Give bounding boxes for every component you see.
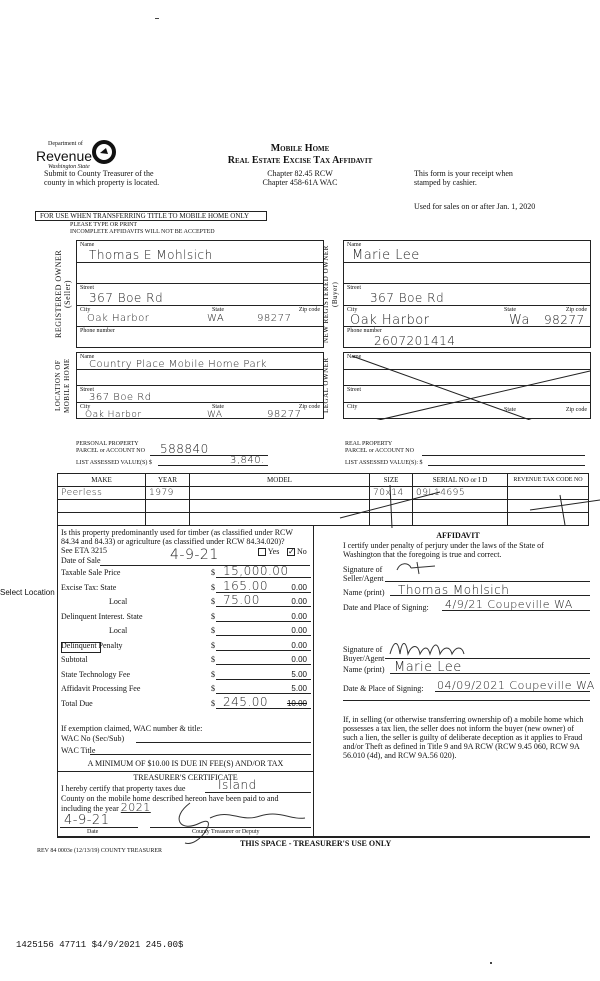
treasurer-line1: I hereby certify that property taxes due (61, 784, 186, 793)
rp-label-1: REAL PROPERTY (345, 441, 393, 447)
seller-street[interactable]: 367 Boe Rd (89, 291, 164, 305)
zip-label: Zip code (565, 407, 587, 413)
tax-line-printed: 0.00 (291, 626, 307, 635)
affidavit-certify: I certify under penalty of perjury under the laws of the State of Washington that the foregoing is true and correct. (343, 541, 544, 559)
tax-line (61, 694, 311, 712)
tax-line-label: Total Due (61, 698, 93, 708)
pp-account-no[interactable]: 588840 (160, 442, 209, 456)
tax-line-printed: 0.00 (291, 640, 307, 650)
legal-owner-box (343, 352, 591, 419)
col-make: MAKE (58, 474, 146, 487)
city-label: City (347, 307, 358, 313)
zip-label: Zip code (298, 307, 320, 313)
city-label: City (80, 404, 91, 410)
chapter-wac: Chapter 458-61A WAC (262, 178, 338, 187)
chapter-rcw: Chapter 82.45 RCW (267, 169, 333, 178)
location-zip[interactable]: 98277 (267, 409, 302, 420)
tax-line-label: Delinquent Penalty (61, 640, 123, 650)
tax-line (61, 670, 311, 683)
tax-line-label: State Technology Fee (61, 669, 131, 679)
rp-label-2: PARCEL or ACCOUNT NO (345, 448, 414, 454)
tax-line (61, 593, 311, 610)
zip-label: Zip code (298, 404, 320, 410)
buyer-section-label: NEW REGISTERED OWNER (Buyer) (322, 245, 339, 343)
crossed-out-mark (344, 353, 592, 420)
tax-line-printed: 10.00 (286, 698, 307, 708)
buyer-signature (388, 638, 478, 658)
seller-name-label: Name (print) (343, 588, 385, 597)
treasurer-date: 4-9-21 (64, 813, 110, 828)
exemption-label: If exemption claimed, WAC number & title: (61, 724, 203, 733)
buyer-city[interactable]: Oak Harbor (350, 313, 430, 328)
location-state[interactable]: WA (207, 410, 223, 420)
seller-zip[interactable]: 98277 (257, 313, 292, 324)
dollar-sign: $ (211, 669, 215, 679)
city-label: City (347, 404, 358, 410)
location-section-label: LOCATION OF MOBILE HOME (54, 358, 71, 413)
logo-state: Washington State (48, 164, 90, 170)
seller-date-label: Date and Place of Signing: (343, 603, 429, 612)
seller-section-label: REGISTERED OWNER (Seller) (54, 249, 72, 339)
seller-state[interactable]: WA (207, 313, 225, 324)
pp-assessed-label: LIST ASSESSED VALUE(S) $ (76, 460, 152, 466)
rp-assessed-label: LIST ASSESSED VALUE(S): $ (345, 460, 423, 466)
treasurer-year: 2021 (120, 801, 151, 814)
tax-line (61, 626, 311, 639)
deputy-label: County Treasurer or Deputy (192, 829, 260, 835)
name-label: Name (80, 354, 95, 360)
dollar-sign: $ (211, 640, 215, 650)
tax-line-printed: 0.00 (291, 597, 307, 606)
scan-mark (490, 962, 492, 964)
street-label: Street (347, 285, 361, 291)
tax-line-label: Local (109, 597, 128, 606)
rp-assessed-field[interactable] (428, 458, 585, 466)
seller-box (76, 240, 324, 348)
legal-owner-section-label: LEGAL OWNER (322, 357, 330, 414)
tax-line-handwritten: 75.00 (223, 593, 260, 607)
dollar-sign: $ (211, 611, 215, 621)
rp-label (345, 441, 414, 455)
strike-marks (330, 480, 600, 530)
tax-line-printed: 0.00 (291, 611, 307, 621)
form-subtitle: Real Estate Excise Tax Affidavit (227, 155, 373, 166)
location-name[interactable]: Country Place Mobile Home Park (89, 359, 267, 370)
seller-sig-label: Signature of Seller/Agent (343, 565, 384, 583)
buyer-date-label: Date & Place of Signing: (343, 684, 424, 693)
tax-line-label: Affidavit Processing Fee (61, 684, 141, 693)
tax-line (61, 578, 311, 596)
buyer-street[interactable]: 367 Boe Rd (370, 291, 445, 305)
checkmark-icon: ✓ (288, 547, 295, 557)
col-serial: SERIAL NO or I D (413, 474, 508, 487)
dollar-sign: $ (211, 568, 215, 577)
dollar-sign: $ (211, 655, 215, 664)
buyer-name-label: Name (print) (343, 665, 385, 674)
see-eta: See ETA 3215 (61, 546, 108, 555)
tax-line-label: Excise Tax: State (61, 582, 117, 592)
location-street[interactable]: 367 Boe Rd (89, 392, 152, 403)
no-checkbox[interactable] (287, 547, 307, 556)
street-label: Street (80, 387, 94, 393)
buyer-sig-label: Signature of Buyer/Agent (343, 645, 385, 663)
wac-title-field[interactable] (90, 746, 311, 755)
pp-assessed-value[interactable]: 3,840. (230, 455, 265, 466)
cell-year[interactable]: 1979 (146, 487, 190, 500)
cashier-stamp: 1425156 47711 $4/9/2021 245.00$ (16, 940, 184, 950)
scan-mark (155, 18, 159, 19)
used-for-note: Used for sales on or after Jan. 1, 2020 (414, 202, 536, 211)
col-size: SIZE (370, 474, 413, 487)
state-label: State (212, 404, 224, 410)
use-box: FOR USE WHEN TRANSFERRING TITLE TO MOBILE HOME ONLY (35, 211, 267, 221)
form-title: Mobile Home (270, 143, 330, 154)
seller-date-place[interactable]: 4/9/21 Coupeville WA (445, 598, 573, 611)
submit-note: Submit to County Treasurer of the county in which property is located. (44, 169, 160, 187)
form-revision: REV 84 0003e (12/13/19) COUNTY TREASURER (37, 848, 163, 854)
state-label: State (504, 407, 516, 413)
phone-label: Phone number (347, 328, 382, 334)
buyer-date-place[interactable]: 04/09/2021 Coupeville WA (437, 679, 595, 692)
buyer-name[interactable]: Marie Lee (352, 248, 420, 263)
tax-line-printed: 5.00 (291, 669, 307, 679)
cell-serial[interactable]: 09L14695 (413, 487, 508, 500)
state-label: State (212, 307, 224, 313)
no-label: No (297, 547, 307, 556)
receipt-note: This form is your receipt when stamped by cashier. (414, 169, 513, 187)
tax-line-printed: 0.00 (291, 655, 307, 664)
yes-checkbox[interactable] (258, 547, 279, 556)
revenue-logo-icon (92, 140, 116, 164)
date-label: Date (87, 829, 99, 835)
date-of-sale-label: Date of Sale (61, 556, 101, 565)
timber-question: Is this property predominantly used for timber (as classified under RCW 84.34 and 84.33) or agriculture (as classified under RCW 84.34.020)? (61, 528, 293, 546)
tax-line-label: Local (109, 626, 128, 635)
type-print-note: PLEASE TYPE OR PRINT (70, 222, 138, 228)
cell-make[interactable]: Peerless (58, 487, 146, 500)
treasurer-county: Island (218, 778, 257, 792)
tax-lien-warning: If, in selling (or otherwise transferring ownership of) a mobile home which possesses a tax lien, the seller does not inform the buyer (new owner) of such a lien, the seller is guilty of deliberate deception as it applies to Fraud and/or Theft as defined in Title 9 and 9A RCW (RCW 9.45 060, RCW 9A 56.010 (4d), and RCW 9A.56 020). (343, 715, 584, 760)
street-label: Street (347, 387, 361, 393)
seller-print-name[interactable]: Thomas Mohlsich (398, 583, 510, 597)
tax-line (61, 612, 311, 625)
name-label: Name (347, 354, 362, 360)
state-label: State (504, 307, 516, 313)
zip-label: Zip code (565, 307, 587, 313)
tax-line-label: Subtotal (61, 655, 88, 664)
location-box (76, 352, 324, 419)
dollar-sign: $ (211, 582, 215, 592)
city-label: City (80, 307, 91, 313)
col-year: YEAR (146, 474, 190, 487)
name-label: Name (347, 242, 362, 248)
affidavit-title: AFFIDAVIT (436, 531, 480, 540)
buyer-print-name[interactable]: Marie Lee (394, 660, 462, 675)
buyer-zip[interactable]: 98277 (544, 313, 585, 327)
tax-line (61, 655, 311, 668)
name-label: Name (80, 242, 95, 248)
incomplete-note: INCOMPLETE AFFIDAVITS WILL NOT BE ACCEPTED (70, 229, 215, 235)
minimum-note: A MINIMUM OF $10.00 IS DUE IN FEE(S) AND/OR TAX (57, 759, 314, 772)
yes-label: Yes (267, 547, 280, 556)
wac-title-label: WAC Title (61, 746, 96, 755)
seller-name[interactable]: Thomas E Mohlsich (89, 248, 213, 262)
date-of-sale[interactable]: 4-9-21 (170, 547, 219, 563)
tax-line-handwritten: 15,000.00 (223, 564, 289, 578)
tax-line-label: Delinquent Interest. State (61, 611, 143, 621)
select-location[interactable]: Select Location (0, 588, 55, 597)
seller-city[interactable]: Oak Harbor (87, 313, 150, 324)
dollar-sign: $ (211, 597, 215, 606)
tax-line (61, 564, 311, 581)
dollar-sign: $ (211, 698, 215, 708)
seller-signature (395, 560, 455, 578)
treasurer-line2: County on the mobile home described hereon have been paid to and including the year (61, 794, 279, 813)
treasurer-cert-title: TREASURER'S CERTIFICATE (133, 773, 238, 782)
phone-label: Phone number (80, 328, 115, 334)
logo-name: Revenue (36, 148, 93, 164)
tax-line (61, 684, 311, 697)
col-revenue-tax-code: REVENUE TAX CODE NO (508, 474, 589, 487)
street-label: Street (80, 285, 94, 291)
tax-line-label: Taxable Sale Price (61, 568, 121, 577)
tax-line-printed: 0.00 (291, 582, 307, 592)
dollar-sign: $ (211, 684, 215, 693)
location-city[interactable]: Oak Harbor (85, 410, 142, 420)
tax-line (61, 641, 311, 654)
treasurer-use-only: THIS SPACE - TREASURER'S USE ONLY (240, 839, 392, 848)
tax-line-handwritten: 245.00 (223, 694, 268, 709)
tax-line-handwritten: 165.00 (223, 578, 268, 593)
buyer-box (343, 240, 591, 348)
dollar-sign: $ (211, 626, 215, 635)
col-model: MODEL (190, 474, 370, 487)
pp-label-2: PARCEL or ACCOUNT NO (76, 448, 145, 454)
pp-label-1: PERSONAL PROPERTY (76, 441, 139, 447)
cell-size[interactable]: 70x14 (370, 487, 413, 500)
buyer-phone[interactable]: 2607201414 (374, 334, 456, 348)
wac-no-label: WAC No (Sec/Sub) (61, 734, 125, 743)
rp-account-field[interactable] (422, 446, 585, 456)
buyer-state[interactable]: Wa (509, 313, 530, 328)
wac-no-field[interactable] (136, 734, 311, 743)
logo-dept: Department of (48, 141, 83, 147)
pp-label (76, 441, 145, 455)
tax-line-printed: 5.00 (291, 684, 307, 693)
